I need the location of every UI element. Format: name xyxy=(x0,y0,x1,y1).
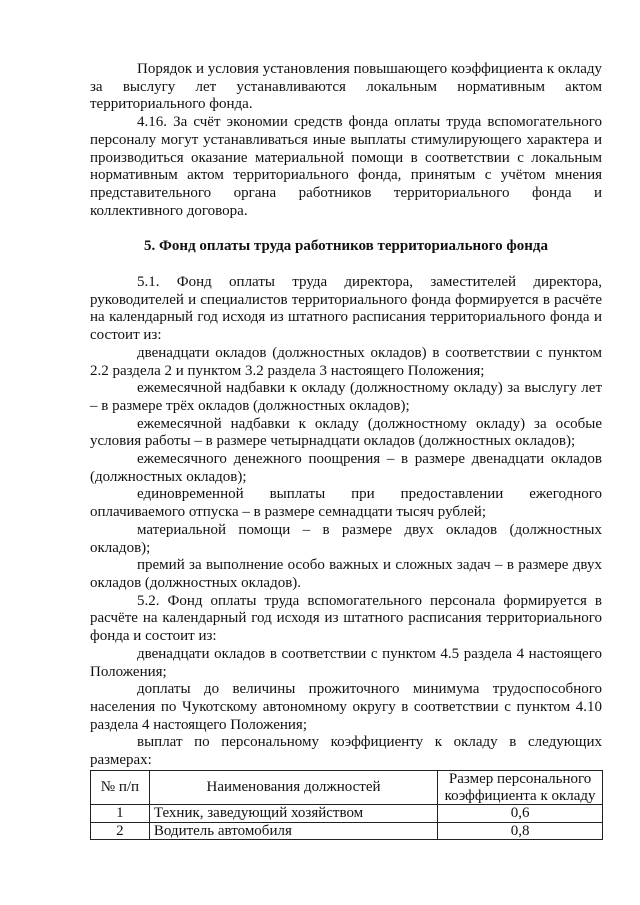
document-body xyxy=(90,61,602,770)
list-item: ежемесячного денежного поощрения – в размере двенадцати окладов (должностных окладов); xyxy=(90,451,602,485)
list-item: ежемесячной надбавки к окладу (должностному окладу) за выслугу лет – в размере трёх окладов (должностных окладов); xyxy=(90,380,602,414)
list-item: единовременной выплаты при предоставлении ежегодного оплачиваемого отпуска – в размере семнадцати тысяч рублей; xyxy=(90,486,602,521)
cell-position: Водитель автомобиля xyxy=(149,822,437,840)
list-item: ежемесячной надбавки к окладу (должностному окладу) за особые условия работы – в размере четырнадцати окладов (должностных окладов); xyxy=(90,415,602,450)
cell-number: 1 xyxy=(91,805,150,823)
paragraph: 5.1. Фонд оплаты труда директора, заместителей директора, руководителей и специалистов территориального фонда формируется в расчёте на календарный год исходя из штатного расписания территориального фонда и состоит из: xyxy=(90,274,602,344)
header-number: № п/п xyxy=(91,771,150,805)
table-row xyxy=(91,805,603,823)
cell-position: Техник, заведующий хозяйством xyxy=(149,805,437,823)
paragraph: 4.16. За счёт экономии средств фонда оплаты труда вспомогательного персоналу могут устанавливаться иные выплаты стимулирующего характера и производиться оказание материальной помощи в соответствии с локальным нормативным актом территориального фонда, принятым с учётом мнения представительного органа работников территориального фонда и коллективного договора. xyxy=(90,114,602,219)
paragraph: Порядок и условия установления повышающего коэффициента к окладу за выслугу лет устанавливаются локальным нормативным актом территориального фонда. xyxy=(90,61,602,113)
coefficient-table xyxy=(90,770,603,840)
table-header-row xyxy=(91,771,603,805)
list-item: материальной помощи – в размере двух окладов (должностных окладов); xyxy=(90,521,602,556)
cell-coefficient: 0,8 xyxy=(438,822,603,840)
list-item: двенадцати окладов в соответствии с пунктом 4.5 раздела 4 настоящего Положения; xyxy=(90,645,602,680)
header-coefficient: Размер персонального коэффициента к окладу xyxy=(438,771,603,805)
paragraph: 5.2. Фонд оплаты труда вспомогательного персонала формируется в расчёте на календарный год исходя из штатного расписания территориального фонда и состоит из: xyxy=(90,592,602,645)
list-item: выплат по персональному коэффициенту к окладу в следующих размерах: xyxy=(90,734,602,769)
list-item: доплаты до величины прожиточного минимума трудоспособного населения по Чукотскому автономному округу в соответствии с пунктом 4.10 раздела 4 настоящего Положения; xyxy=(90,681,602,733)
table-row xyxy=(91,822,603,840)
cell-coefficient: 0,6 xyxy=(438,805,603,823)
list-item: премий за выполнение особо важных и сложных задач – в размере двух окладов (должностных окладов). xyxy=(90,557,602,591)
section-title: 5. Фонд оплаты труда работников территориального фонда xyxy=(144,238,548,255)
header-position: Наименования должностей xyxy=(149,771,437,805)
cell-number: 2 xyxy=(91,822,150,840)
list-item: двенадцати окладов (должностных окладов) в соответствии с пунктом 2.2 раздела 2 и пунктом 3.2 раздела 3 настоящего Положения; xyxy=(90,344,602,379)
